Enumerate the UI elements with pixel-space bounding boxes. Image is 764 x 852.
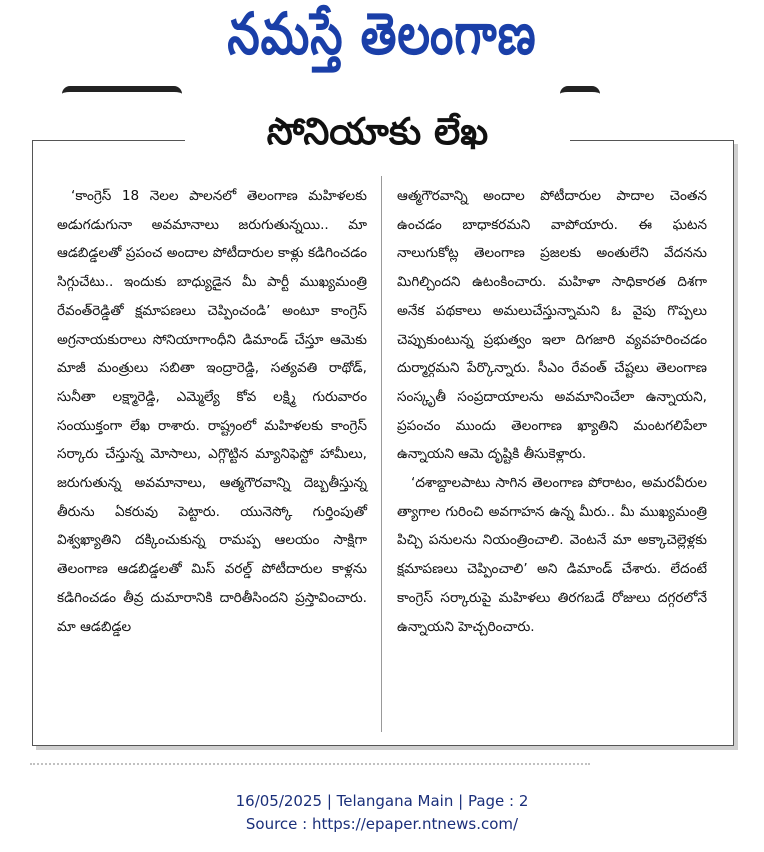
footer-source-line: Source : https://epaper.ntnews.com/: [245, 815, 519, 833]
article-paragraph: ‘దశాబ్దాలపాటు సాగిన తెలంగాణ పోరాటం, అమరవీరుల త్యాగాల గురించి అవగాహన ఉన్న మీరు.. మీ ముఖ్యమంత్రి పిచ్చి పనులను నియంత్రించాలి. వెంటనే మా అక్కాచెల్లెళ్లకు క్షమాపణలు చెప్పించాలి’ అని డిమాండ్ చేశారు. లేదంటే కాంగ్రెస్ సర్కారుపై మహిళలు తిరగబడే రోజులు దగ్గరలోనే ఉన్నాయని హెచ్చరించారు.: [397, 475, 707, 635]
article-column-left: [57, 182, 367, 641]
column-divider: [381, 176, 382, 732]
article-paragraph: ఆత్మగౌరవాన్ని అందాల పోటీదారుల పాదాల చెంతన ఉంచడం బాధాకరమని వాపోయారు. ఈ ఘటన నాలుగుకోట్ల తెలంగాణ ప్రజలకు అంతులేని వేదనను మిగిల్చిందని ఉటంకించారు. మహిళా సాధికారత దిశగా అనేక పథకాలు అమలుచేస్తున్నామని ఓ వైపు గొప్పలు చెప్పుకుంటున్న ప్రభుత్వం ఇలా దిగజారి వ్యవహరించడం దుర్మార్గమని పేర్కొన్నారు. సీఎం రేవంత్ చేష్టలు తెలంగాణ సంస్కృతీ సంప్రదాయాలను అవమానించేలా ఉన్నాయని, ప్రపంచం ముందు తెలంగాణ ఖ్యాతిని మంటగలిపేలా ఉన్నాయని ఆమె దృష్టికి తీసుకెళ్లారు.: [397, 188, 707, 463]
clipped-next-article-edge: [30, 763, 590, 773]
article-headline: సోనియాకు లేఖ: [266, 110, 489, 153]
article-paragraph: ‘కాంగ్రెస్ 18 నెలల పాలనలో తెలంగాణ మహిళలకు అడుగడుగునా అవమానాలు జరుగుతున్నయి.. మా ఆడబిడ్డలతో ప్రపంచ అందాల పోటీదారుల కాళ్లు కడిగించడం సిగ్గుచేటు.. ఇందుకు బాధ్యుడైన మీ పార్టీ ముఖ్యమంత్రి రేవంత్‌రెడ్డితో క్షమాపణలు చెప్పించండి’ అంటూ కాంగ్రెస్ అగ్రనాయకురాలు సోనియాగాంధీని డిమాండ్ చేస్తూ ఆమెకు మాజీ మంత్రులు సబితా ఇంద్రారెడ్డి, సత్యవతి రాథోడ్, సునీతా లక్ష్మారెడ్డి, ఎమ్మెల్యే కోవ లక్ష్మి గురువారం సంయుక్తంగా లేఖ రాశారు. రాష్ట్రంలో మహిళలకు కాంగ్రెస్ సర్కారు చేస్తున్న మోసాలు, ఎగ్గొట్టిన మ్యానిఫెస్టో హామీలు, జరుగుతున్న అవమానాలు, ఆత్మగౌరవాన్ని దెబ్బతీస్తున్న తీరును ఏకరువు పెట్టారు. యునెస్కో గుర్తింపుతో విశ్వఖ్యాతిని దక్కించుకున్న రామప్ప ఆలయం సాక్షిగా తెలంగాణ ఆడబిడ్డలతో మిస్ వరల్డ్ పోటీదారుల కాళ్లను కడిగించడం తీవ్ర దుమారానికి దారితీసిందని ప్రస్తావించారు. మా ఆడబిడ్డల: [57, 188, 367, 635]
clipped-previous-article-edge: [62, 86, 182, 106]
clipped-previous-article-edge-right: [560, 86, 600, 106]
footer-date-line: 16/05/2025 | Telangana Main | Page : 2: [235, 792, 529, 810]
article-column-right: [397, 182, 707, 641]
newspaper-masthead: నమస్తే తెలంగాణ: [227, 0, 537, 68]
headline-container: [185, 106, 570, 166]
